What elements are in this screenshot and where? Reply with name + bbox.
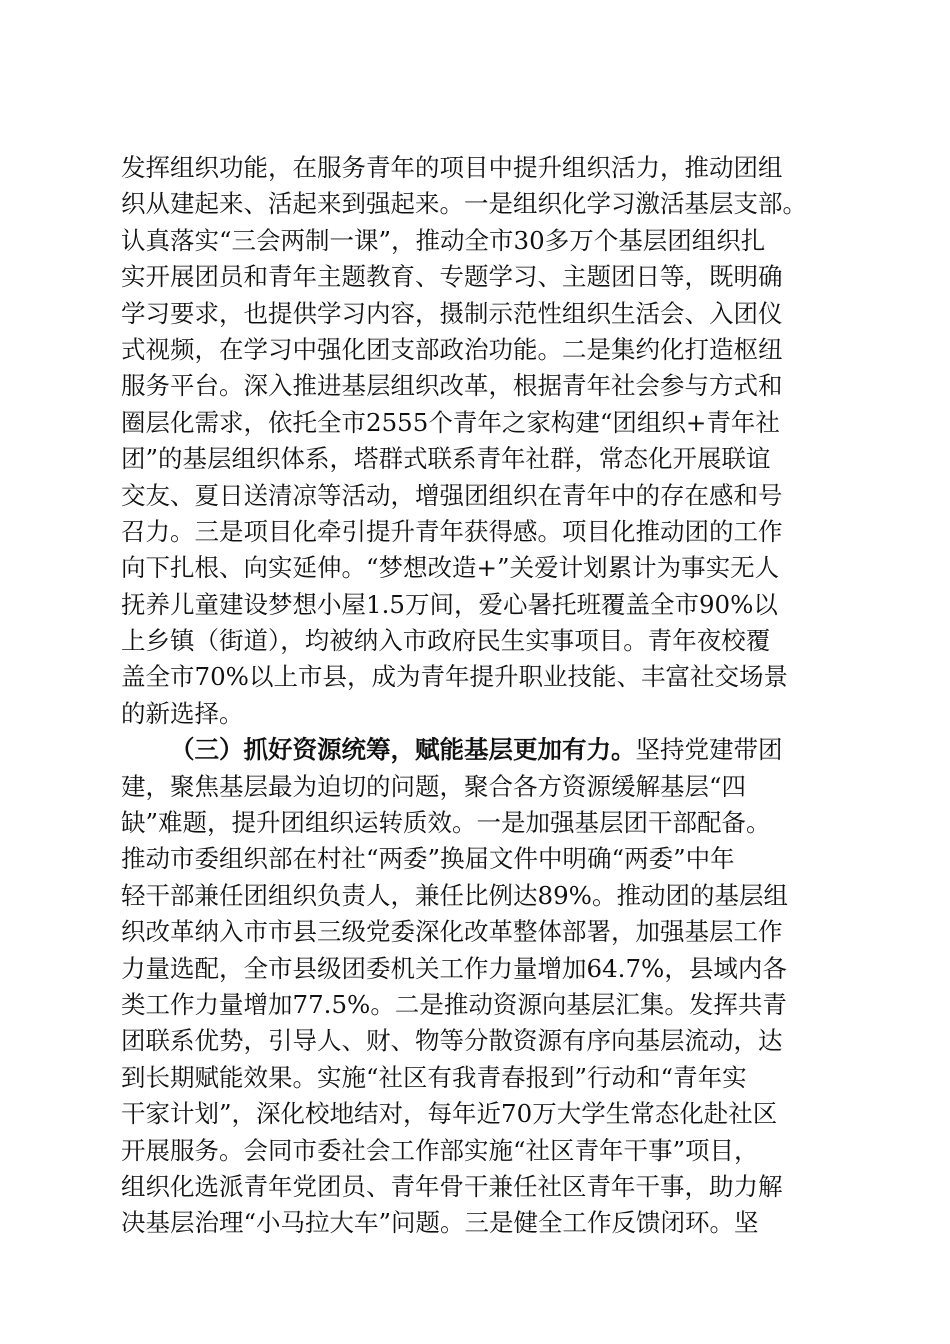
text-line: 学习要求，也提供学习内容，摄制示范性组织生活会、入团仪: [121, 298, 783, 328]
text-line: 织改革纳入市市县三级党委深化改革整体部署，加强基层工作: [121, 917, 783, 947]
text-line: 认真落实“三会两制一课”，推动全市30多万个基层团组织扎: [121, 225, 766, 255]
text-line: 交友、夏日送清凉等活动，增强团组织在青年中的存在感和号: [121, 480, 783, 510]
text-line: 式视频，在学习中强化团支部政治功能。二是集约化打造枢纽: [121, 334, 783, 364]
text-line: 圈层化需求，依托全市2555个青年之家构建“团组织+青年社: [121, 407, 780, 437]
text-line: 织从建起来、活起来到强起来。一是组织化学习激活基层支部。: [121, 189, 807, 219]
text-line: 盖全市70%以上市县，成为青年提升职业技能、丰富社交场景: [121, 662, 788, 692]
text-line: 决基层治理“小马拉大车”问题。三是健全工作反馈闭环。坚: [121, 1208, 759, 1238]
text-line: 向下扎根、向实延伸。“梦想改造+”关爱计划累计为事实无人: [121, 553, 780, 583]
section-heading: （三）抓好资源统筹，赋能基层更加有力。: [170, 735, 636, 765]
text-line: 到长期赋能效果。实施“社区有我青春报到”行动和“青年实: [121, 1062, 747, 1092]
text-line: 团”的基层组织体系，塔群式联系青年社群，常态化开展联谊: [121, 444, 771, 474]
text-line: 服务平台。深入推进基层组织改革，根据青年社会参与方式和: [121, 371, 783, 401]
text-line: 力量选配，全市县级团委机关工作力量增加64.7%，县域内各: [121, 953, 787, 983]
text-line: 的新选择。: [121, 698, 244, 728]
text-line: 上乡镇（街道），均被纳入市政府民生实事项目。青年夜校覆: [121, 626, 771, 656]
text-line: 建，聚焦基层最为迫切的问题，聚合各方资源缓解基层“四: [121, 771, 747, 801]
text-line: 推动市委组织部在村社“两委”换届文件中明确“两委”中年: [121, 844, 735, 874]
section-first-line: [121, 732, 841, 768]
body-text: [121, 150, 841, 1242]
text-line: 缺”难题，提升团组织运转质效。一是加强基层团干部配备。: [121, 808, 771, 838]
text-line: 类工作力量增加77.5%。二是推动资源向基层汇集。发挥共青: [121, 989, 787, 1019]
text-line: 干家计划”，深化校地结对，每年近70万大学生常态化赴社区: [121, 1099, 778, 1129]
section-first-line-rest: 坚持党建带团: [635, 735, 783, 765]
text-line: 发挥组织功能，在服务青年的项目中提升组织活力，推动团组: [121, 153, 783, 182]
text-line: 抚养儿童建设梦想小屋1.5万间，爱心暑托班覆盖全市90%以: [121, 589, 778, 619]
text-line: 开展服务。会同市委社会工作部实施“社区青年干事”项目，: [121, 1135, 759, 1165]
text-line: 组织化选派青年党团员、青年骨干兼任社区青年干事，助力解: [121, 1171, 783, 1201]
text-line: 实开展团员和青年主题教育、专题学习、主题团日等，既明确: [121, 262, 783, 292]
text-line: 团联系优势，引导人、财、物等分散资源有序向基层流动，达: [121, 1026, 783, 1056]
text-line: 轻干部兼任团组织负责人，兼任比例达89%。推动团的基层组: [121, 880, 788, 910]
text-line: 召力。三是项目化牵引提升青年获得感。项目化推动团的工作: [121, 516, 783, 546]
